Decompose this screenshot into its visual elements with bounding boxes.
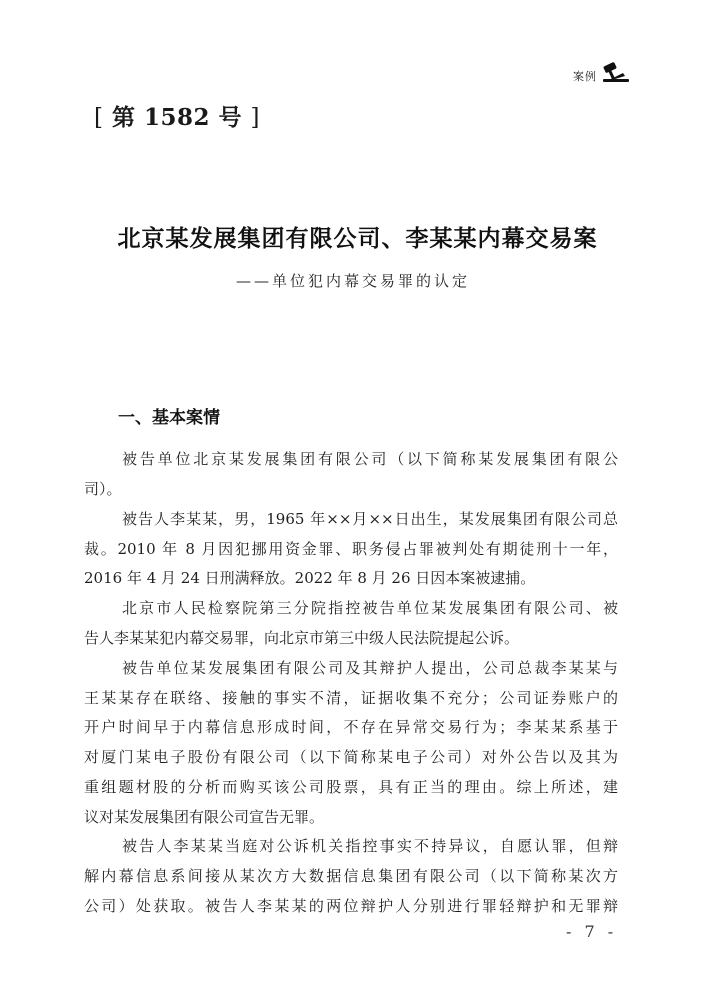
case-number <box>94 99 260 132</box>
running-header <box>573 62 631 84</box>
header-label: 案例 <box>573 70 597 83</box>
gavel-icon <box>601 62 631 84</box>
body-line: 重组题材股的分析而购买该公司股票，具有正当的理由。综上所述，建 <box>84 778 618 796</box>
body-line: 被告单位某发展集团有限公司及其辩护人提出，公司总裁李某某与 <box>122 659 618 677</box>
body-line: 对厦门某电子股份有限公司（以下简称某电子公司）对外公告以及其为 <box>84 748 618 766</box>
case-subtitle: ——单位犯内幕交易罪的认定 <box>236 272 471 290</box>
body-line: 北京市人民检察院第三分院指控被告单位某发展集团有限公司、被 <box>122 599 618 617</box>
section-heading: 一、基本案情 <box>118 408 220 428</box>
page-number: - 7 - <box>566 922 618 941</box>
body-line: 裁。2010 年 8 月因犯挪用资金罪、职务侵占罪被判处有期徒刑十一年， <box>84 540 618 558</box>
case-number-close-bracket: ] <box>250 105 261 131</box>
body-line: 2016 年 4 月 24 日刑满释放。2022 年 8 月 26 日因本案被逮捕。 <box>84 569 536 587</box>
body-line: 被告人李某某当庭对公诉机关指控事实不持异议，自愿认罪，但辩 <box>122 837 618 855</box>
case-number-text: 第 1582 号 <box>112 104 243 131</box>
body-line: 解内幕信息系间接从某次方大数据信息集团有限公司（以下简称某次方 <box>84 867 618 885</box>
body-line: 公司）处获取。被告人李某某的两位辩护人分别进行罪轻辩护和无罪辩 <box>84 897 618 915</box>
case-number-open-bracket: [ <box>94 105 104 131</box>
body-line: 开户时间早于内幕信息形成时间，不存在异常交易行为；李某某系基于 <box>84 718 618 736</box>
case-title: 北京某发展集团有限公司、李某某内幕交易案 <box>117 225 598 252</box>
body-line: 王某某存在联络、接触的事实不清，证据收集不充分；公司证券账户的 <box>84 689 618 707</box>
body-line: 议对某发展集团有限公司宣告无罪。 <box>84 808 325 826</box>
body-line: 被告人李某某，男，1965 年××月××日出生，某发展集团有限公司总 <box>122 510 618 528</box>
body-line: 告人李某某犯内幕交易罪，向北京市第三中级人民法院提起公诉。 <box>84 629 520 647</box>
body-line: 司）。 <box>84 480 122 498</box>
body-line: 被告单位北京某发展集团有限公司（以下简称某发展集团有限公 <box>122 450 618 468</box>
